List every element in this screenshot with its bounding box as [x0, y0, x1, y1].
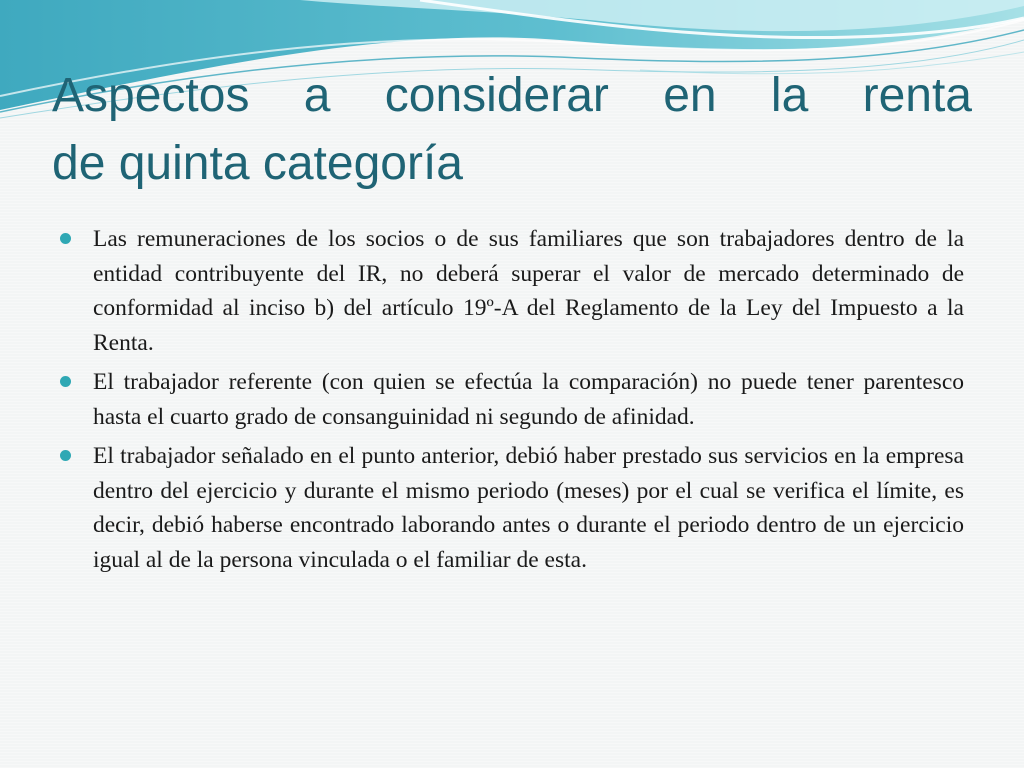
bullet-dot-icon	[60, 450, 71, 461]
bullet-item	[60, 439, 964, 577]
slide-title	[52, 62, 972, 198]
bullet-text: Las remuneraciones de los socios o de sus familiares que son trabajadores dentro de la entidad contribuyente del IR, no deberá superar el valor de mercado determinado de conformidad al inciso b) del artículo 19º-A del Reglamento de la Ley del Impuesto a la Renta.	[93, 226, 964, 356]
bullet-dot-icon	[60, 233, 71, 244]
bullet-item	[60, 365, 964, 434]
slide-title-line2: de quinta categoría	[52, 137, 463, 190]
bullet-item	[60, 222, 964, 360]
bullet-text: El trabajador señalado en el punto anterior, debió haber prestado sus servicios en la empresa dentro del ejercicio y durante el mismo periodo (meses) por el cual se verifica el límite, es decir, debió haberse encontrado laborando antes o durante el periodo dentro de un ejercicio igual al de la persona vinculada o el familiar de esta.	[93, 443, 964, 573]
slide-title-line1: Aspectos a considerar en la renta	[52, 69, 972, 122]
bullet-list	[60, 222, 964, 582]
bullet-dot-icon	[60, 376, 71, 387]
bullet-text: El trabajador referente (con quien se efectúa la comparación) no puede tener parentesco hasta el cuarto grado de consanguinidad ni segundo de afinidad.	[93, 369, 964, 430]
